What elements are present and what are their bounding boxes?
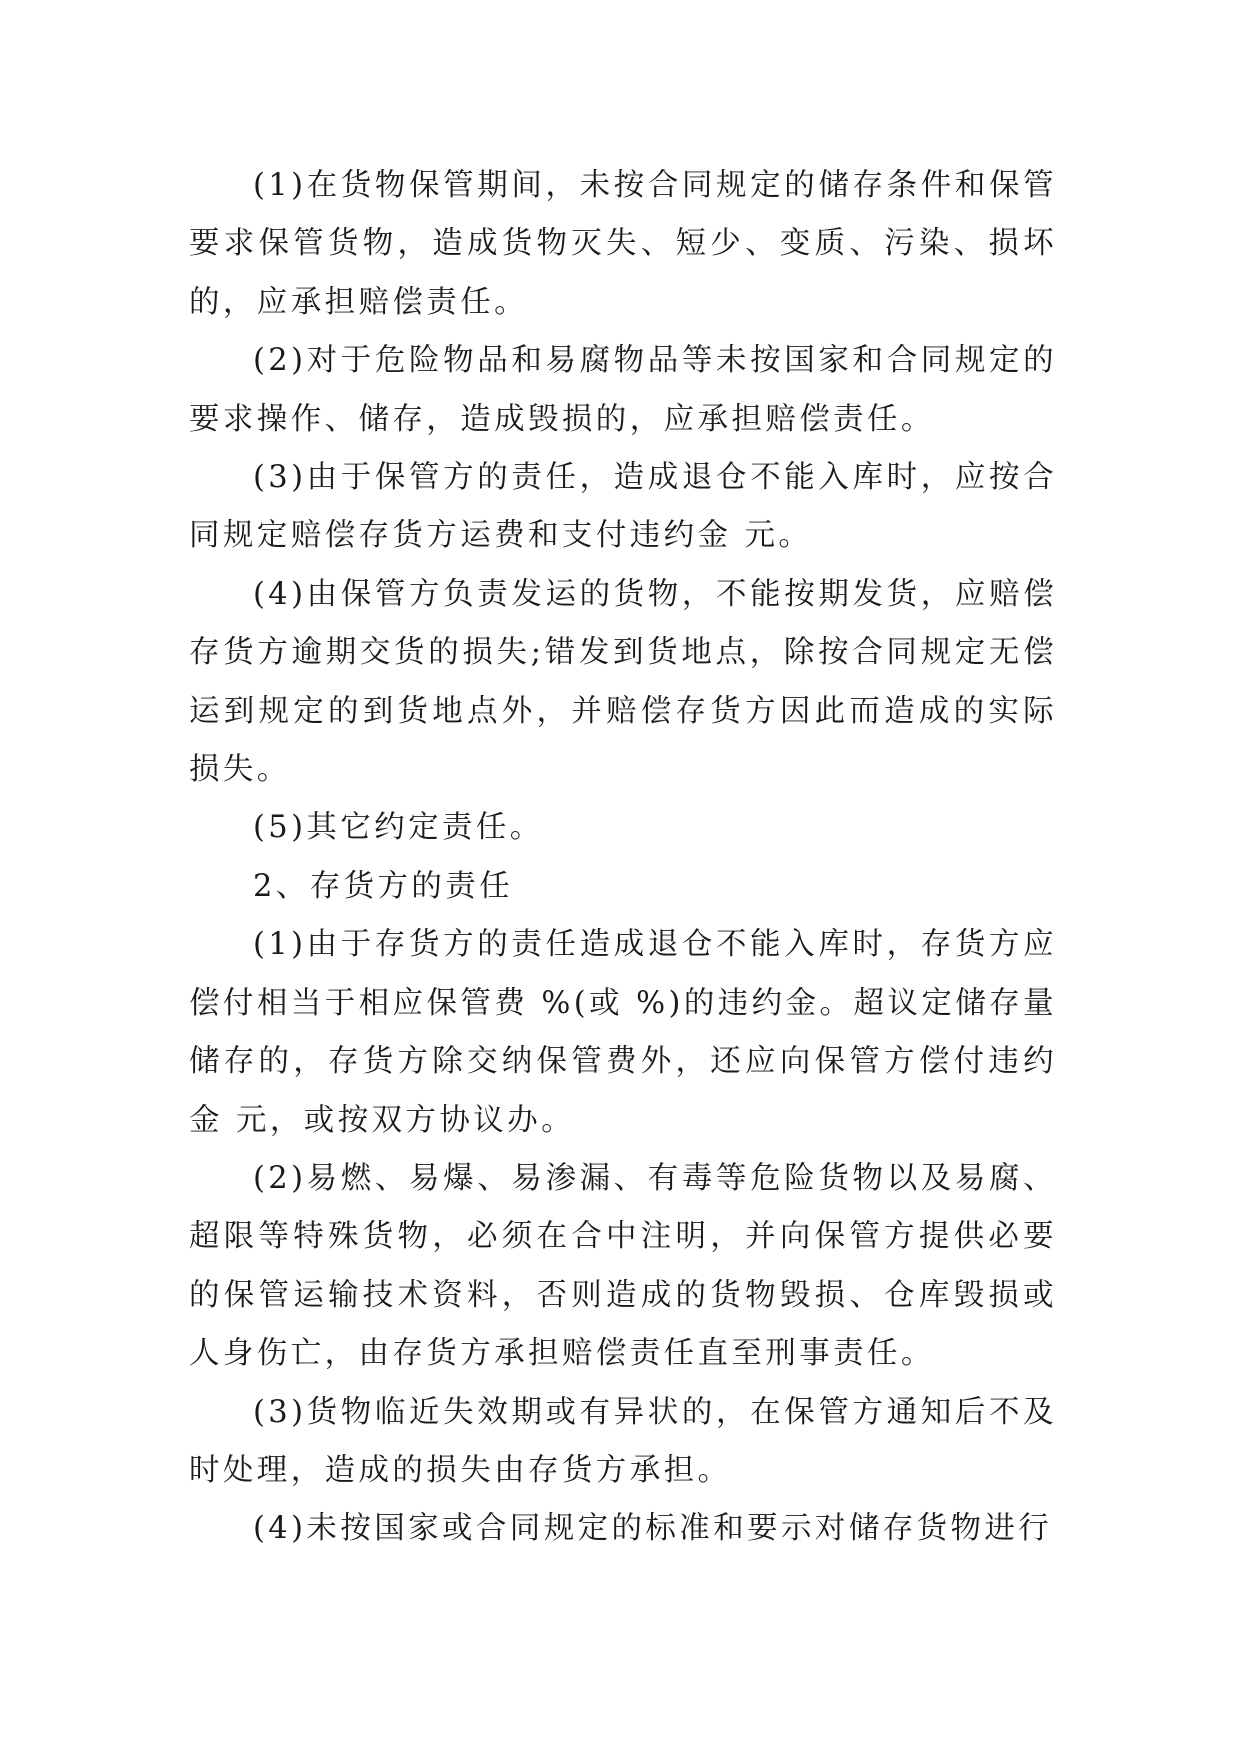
clause-depositor-4: (4)未按国家或合同规定的标准和要示对储存货物进行 (253, 1511, 1053, 1547)
clause-keeper-5: (5)其它约定责任。 (253, 810, 544, 846)
clause-keeper-2: (2)对于危险物品和易腐物品等未按国家和合同规定的要求操作、储存，造成毁损的，应承担赔偿责任。 (189, 343, 1057, 437)
clause-depositor-1: (1)由于存货方的责任造成退仓不能入库时，存货方应偿付相当于相应保管费 %(或 %)的违约金。超议定储存量储存的，存货方除交纳保管费外，还应向保管方偿付违约金 元，或按双方协议办。 (189, 927, 1057, 1138)
document-body (189, 157, 1057, 1559)
clause-depositor-3: (3)货物临近失效期或有异状的，在保管方通知后不及时处理，造成的损失由存货方承担。 (189, 1394, 1057, 1488)
section-heading-depositor: 2、存货方的责任 (253, 868, 514, 904)
clause-depositor-2: (2)易燃、易爆、易渗漏、有毒等危险货物以及易腐、超限等特殊货物，必须在合中注明，并向保管方提供必要的保管运输技术资料，否则造成的货物毁损、仓库毁损或人身伤亡，由存货方承担赔偿责任直至刑事责任。 (189, 1160, 1057, 1372)
clause-keeper-4: (4)由保管方负责发运的货物，不能按期发货，应赔偿存货方逾期交货的损失;错发到货地点，除按合同规定无偿运到规定的到货地点外，并赔偿存货方因此而造成的实际损失。 (189, 576, 1057, 788)
clause-keeper-1: (1)在货物保管期间，未按合同规定的储存条件和保管要求保管货物，造成货物灭失、短少、变质、污染、损坏的，应承担赔偿责任。 (189, 168, 1057, 320)
clause-keeper-3: (3)由于保管方的责任，造成退仓不能入库时，应按合同规定赔偿存货方运费和支付违约金 元。 (189, 460, 1057, 554)
